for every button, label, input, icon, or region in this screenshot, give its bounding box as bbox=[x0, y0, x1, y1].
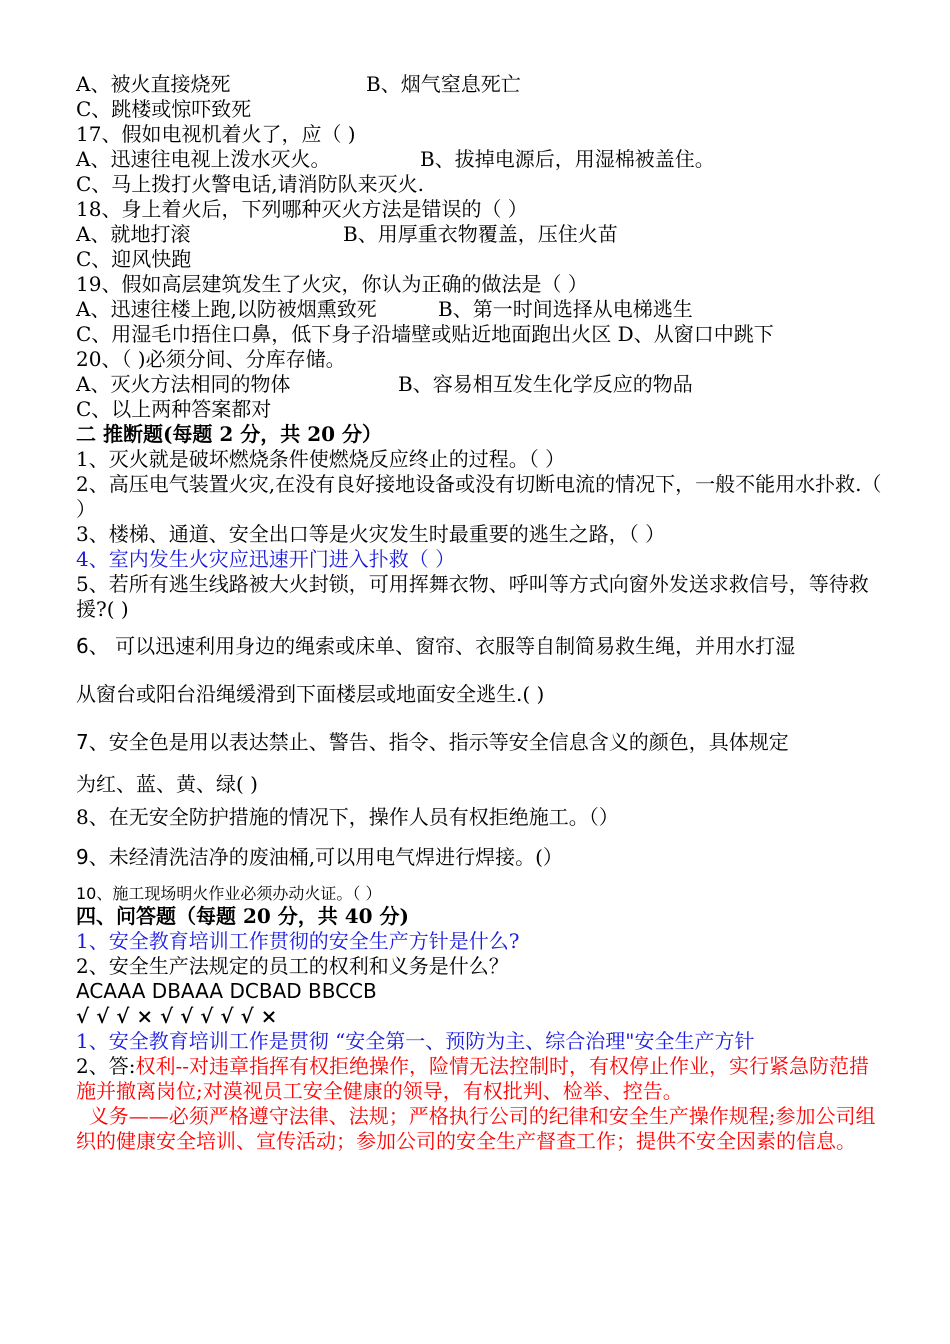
answer-qa-1: 1、安全教育培训工作是贯彻 “安全第一、预防为主、综合治理"安全生产方针 bbox=[76, 1029, 755, 1053]
judge-9-line bbox=[76, 838, 896, 876]
judge-7-line-1 bbox=[76, 718, 896, 766]
judge-1: 1、灭火就是破坏燃烧条件使燃烧反应终止的过程。（ ） bbox=[76, 447, 566, 471]
q20-options-ab bbox=[76, 372, 896, 397]
question-17: 17、假如电视机着火了，应（ ) bbox=[76, 122, 356, 146]
q16-option-c: C、跳楼或惊吓致死 bbox=[76, 97, 252, 121]
judge-7-line-2: 为红、蓝、黄、绿( ) bbox=[76, 772, 258, 796]
answer-qa-2 bbox=[76, 1054, 888, 1104]
q19-options-ab bbox=[76, 297, 896, 322]
judge-5: 5、若所有逃生线路被大火封锁，可用挥舞衣物、呼叫等方式向窗外发送求救信号，等待救援?( ) bbox=[76, 572, 869, 621]
q16-option-b: B、烟气窒息死亡 bbox=[366, 72, 521, 96]
section-2-heading: 二 推断题(每题 2 分，共 20 分） bbox=[76, 422, 383, 446]
judge-7-text: 安全色是用以表达禁止、警告、指令、指示等安全信息含义的颜色，具体规定 bbox=[108, 730, 789, 754]
q16-options-ab bbox=[76, 72, 896, 97]
question-18: 18、身上着火后，下列哪种灭火方法是错误的（ ） bbox=[76, 197, 528, 221]
answer-qa-2-rights: 权利--对违章指挥有权拒绝操作，险情无法控制时，有权停止作业，实行紧急防范措施并撤离岗位;对漠视员工安全健康的领导，有权批判、检举、控告。 bbox=[76, 1054, 869, 1103]
judge-6-line-2: 从窗台或阳台沿绳缓滑到下面楼层或地面安全逃生.( ) bbox=[76, 682, 545, 706]
judge-7-number: 7、 bbox=[76, 730, 109, 754]
judge-4: 4、室内发生火灾应迅速开门进入扑救（ ） bbox=[76, 547, 456, 571]
answer-qa-2-prefix: 2、答: bbox=[76, 1054, 136, 1078]
q19-option-a: A、迅速往楼上跑,以防被烟熏致死 bbox=[76, 297, 377, 321]
q20-option-b: B、容易相互发生化学反应的物品 bbox=[398, 372, 693, 396]
qa-question-2: 2、安全生产法规定的员工的权利和义务是什么？ bbox=[76, 954, 509, 978]
q17-option-c: C、马上拨打火警电话,请消防队来灭火. bbox=[76, 172, 425, 196]
judge-2: 2、高压电气装置火灾,在没有良好接地设备或没有切断电流的情况下，一般不能用水扑救.（ ） bbox=[76, 472, 882, 521]
document-page bbox=[76, 72, 896, 1154]
question-19: 19、假如高层建筑发生了火灾，你认为正确的做法是（ ） bbox=[76, 272, 588, 296]
qa-question-1: 1、安全教育培训工作贯彻的安全生产方针是什么? bbox=[76, 929, 520, 953]
q18-option-b: B、用厚重衣物覆盖，压住火苗 bbox=[343, 222, 618, 246]
q20-option-c: C、以上两种答案都对 bbox=[76, 397, 272, 421]
judge-3: 3、楼梯、通道、安全出口等是火灾发生时最重要的逃生之路，（ ） bbox=[76, 522, 666, 546]
judge-9-number: 9、 bbox=[76, 845, 109, 869]
q17-option-b: B、拔掉电源后，用湿棉被盖住。 bbox=[420, 147, 715, 171]
judge-9-text: 未经清洗洁净的废油桶,可以用电气焊进行焊接。(） bbox=[108, 845, 563, 869]
answer-judgements: √ √ √ × √ √ √ √ √ × bbox=[76, 1004, 278, 1028]
q16-option-a: A、被火直接烧死 bbox=[76, 72, 231, 96]
q18-option-c: C、迎风快跑 bbox=[76, 247, 192, 271]
judge-8: 8、在无安全防护措施的情况下，操作人员有权拒绝施工。（） bbox=[76, 805, 619, 829]
answer-qa-2-duties: 义务——必须严格遵守法律、法规；严格执行公司的纪律和安全生产操作规程;参加公司组织的健康安全培训、宣传活动；参加公司的安全生产督查工作；提供不安全因素的信息。 bbox=[76, 1104, 876, 1153]
q19-option-b: B、第一时间选择从电梯逃生 bbox=[438, 297, 693, 321]
judge-6-number: 6、 bbox=[76, 634, 109, 658]
q18-option-a: A、就地打滚 bbox=[76, 222, 191, 246]
answer-choices: ACAAA DBAAA DCBAD BBCCB bbox=[76, 979, 377, 1003]
q19-options-cd: C、用湿毛巾捂住口鼻，低下身子沿墙壁或贴近地面跑出火区 D、从窗口中跳下 bbox=[76, 322, 774, 346]
q20-option-a: A、灭火方法相同的物体 bbox=[76, 372, 291, 396]
judge-6-line-1 bbox=[76, 622, 896, 670]
q18-options-ab bbox=[76, 222, 896, 247]
section-4-heading: 四、问答题（每题 20 分，共 40 分) bbox=[76, 904, 409, 928]
q17-options-ab bbox=[76, 147, 896, 172]
question-20: 20、（ )必须分间、分库存储。 bbox=[76, 347, 346, 371]
judge-10: 10、施工现场明火作业必须办动火证。（ ） bbox=[76, 884, 382, 903]
judge-6-text: 可以迅速利用身边的绳索或床单、窗帘、衣服等自制简易救生绳，并用水打湿 bbox=[108, 634, 796, 658]
q17-option-a: A、迅速往电视上泼水灭火。 bbox=[76, 147, 331, 171]
